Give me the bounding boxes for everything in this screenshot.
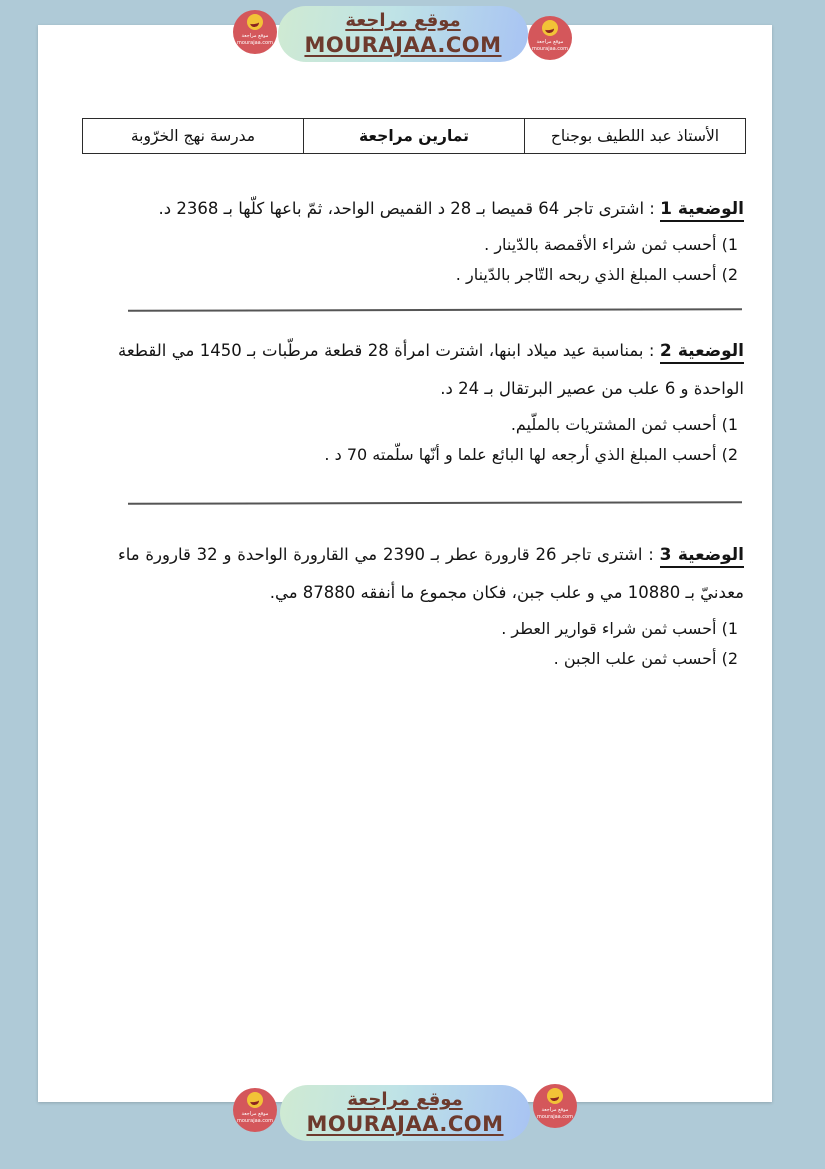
question-item: 1) أحسب ثمن شراء قوارير العطر . xyxy=(501,619,738,638)
badge-label-arabic: موقع مراجعة xyxy=(541,1107,569,1113)
exercise-1-text: اشترى تاجر 64 قميصا بـ 28 د القميص الواحد، ثمّ باعها كلّها بـ 2368 د. xyxy=(158,199,645,218)
exercise-3-text: اشترى تاجر 26 قارورة عطر بـ 2390 مي القارورة الواحدة و 32 قارورة ماء معدنيّ بـ 10880 مي و علب جبن، فكان مجموع ما أنفقه 87880 مي. xyxy=(118,545,744,602)
logo-book-icon xyxy=(547,1088,563,1104)
exercise-3-statement xyxy=(118,536,744,612)
exercise-2 xyxy=(118,332,744,470)
site-logo-badge xyxy=(233,1088,277,1132)
label-separator: : xyxy=(643,341,660,360)
exercise-1-label: الوضعية 1 xyxy=(660,199,744,222)
logo-book-icon xyxy=(247,1092,263,1108)
badge-label-arabic: موقع مراجعة xyxy=(536,39,564,45)
site-title-arabic-link[interactable]: موقع مراجعة xyxy=(345,10,461,31)
exercise-2-text: بمناسبة عيد ميلاد ابنها، اشترت امرأة 28 قطعة مرطّبات بـ 1450 مي القطعة الواحدة و 6 علب من عصير البرتقال بـ 24 د. xyxy=(118,341,744,398)
site-logo-badge xyxy=(533,1084,577,1128)
label-separator: : xyxy=(644,199,661,218)
exercise-1-questions xyxy=(118,230,744,290)
site-banner-header[interactable] xyxy=(278,6,528,62)
site-logo-badge xyxy=(233,10,277,54)
question-item: 2) أحسب ثمن علب الجبن . xyxy=(553,649,738,668)
badge-label-url: mourajaa.com xyxy=(236,40,273,46)
worksheet-info-table xyxy=(82,118,746,154)
question-item: 2) أحسب المبلغ الذي ربحه التّاجر بالدّينار . xyxy=(455,265,738,284)
exercise-3-label: الوضعية 3 xyxy=(660,545,744,568)
badge-label-url: mourajaa.com xyxy=(236,1118,273,1124)
site-title-arabic-link[interactable]: موقع مراجعة xyxy=(347,1089,463,1110)
exercise-1 xyxy=(118,190,744,290)
logo-book-icon xyxy=(247,14,263,30)
logo-book-icon xyxy=(542,20,558,36)
badge-label-url: mourajaa.com xyxy=(531,46,568,52)
exercise-3-questions xyxy=(118,614,744,674)
badge-label-arabic: موقع مراجعة xyxy=(241,33,269,39)
badge-label-url: mourajaa.com xyxy=(536,1114,573,1120)
school-name-cell: مدرسة نهج الخرّوبة xyxy=(130,127,256,145)
question-item: 1) أحسب ثمن المشتريات بالملّيم. xyxy=(510,415,738,434)
question-item: 2) أحسب المبلغ الذي أرجعه لها البائع علما و أنّها سلّمته 70 د . xyxy=(324,445,738,464)
exercise-1-statement xyxy=(118,190,744,228)
site-url-link[interactable]: MOURAJAA.COM xyxy=(306,1112,504,1136)
exercise-2-questions xyxy=(118,410,744,470)
teacher-name-cell: الأستاذ عبد اللطيف بوجناح xyxy=(524,119,745,153)
site-logo-badge xyxy=(528,16,572,60)
question-item: 1) أحسب ثمن شراء الأقمصة بالدّينار . xyxy=(484,235,738,254)
exercise-2-label: الوضعية 2 xyxy=(660,341,744,364)
exercise-2-statement xyxy=(118,332,744,408)
worksheet-title-cell: تمارين مراجعة xyxy=(303,119,524,153)
site-url-link[interactable]: MOURAJAA.COM xyxy=(304,33,502,57)
label-separator: : xyxy=(642,545,660,564)
site-banner-footer[interactable] xyxy=(280,1085,530,1141)
badge-label-arabic: موقع مراجعة xyxy=(241,1111,269,1117)
exercise-3 xyxy=(118,536,744,674)
